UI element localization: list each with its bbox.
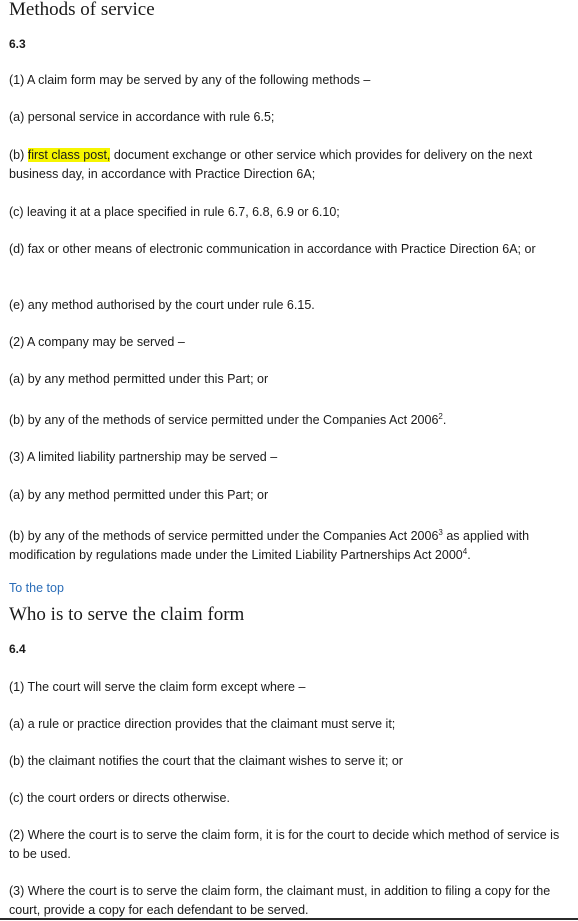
paragraph-end: . bbox=[467, 548, 471, 562]
footnote-ref-4: 4 bbox=[462, 546, 468, 556]
paragraph-6-4-1: (1) The court will serve the claim form except where – bbox=[9, 680, 306, 694]
paragraph-prefix: (b) bbox=[9, 148, 28, 162]
paragraph-text: (b) by any of the methods of service permitted under the Companies Act 2006 bbox=[9, 529, 439, 543]
footnote-ref-3: 3 bbox=[438, 527, 443, 537]
paragraph-6-4-1-a: (a) a rule or practice direction provides that the claimant must serve it; bbox=[9, 717, 396, 731]
paragraph-6-4-1-b: (b) the claimant notifies the court that the claimant wishes to serve it; or bbox=[9, 754, 403, 768]
paragraph-6-3-3-b bbox=[9, 527, 569, 565]
to-the-top-link[interactable]: To the top bbox=[9, 581, 64, 595]
paragraph-6-3-2-b bbox=[9, 411, 569, 430]
section-heading-methods-of-service: Methods of service bbox=[9, 0, 155, 20]
paragraph-text: (b) by any of the methods of service permitted under the Companies Act 2006 bbox=[9, 413, 439, 427]
section-heading-who-is-to-serve: Who is to serve the claim form bbox=[9, 604, 245, 625]
rule-number-6-4: 6.4 bbox=[9, 642, 26, 656]
paragraph-6-4-1-c: (c) the court orders or directs otherwise. bbox=[9, 791, 230, 805]
paragraph-6-3-1: (1) A claim form may be served by any of the following methods – bbox=[9, 73, 371, 87]
paragraph-text: as applied with modification by regulations made under the Limited Liability Partnerships Act 2000 bbox=[9, 529, 530, 562]
paragraph-6-3-1-e: (e) any method authorised by the court under rule 6.15. bbox=[9, 298, 315, 312]
paragraph-6-3-1-d: (d) fax or other means of electronic communication in accordance with Practice Direction 6A; or bbox=[9, 242, 536, 256]
paragraph-6-4-3: (3) Where the court is to serve the claim form, the claimant must, in addition to filing a copy for the court, provide a copy for each defendant to be served. bbox=[9, 884, 551, 917]
bottom-divider bbox=[0, 918, 578, 920]
paragraph-6-3-2-a: (a) by any method permitted under this Part; or bbox=[9, 372, 269, 386]
paragraph-6-3-2: (2) A company may be served – bbox=[9, 335, 185, 349]
paragraph-6-3-3: (3) A limited liability partnership may be served – bbox=[9, 450, 278, 464]
paragraph-6-3-1-c: (c) leaving it at a place specified in rule 6.7, 6.8, 6.9 or 6.10; bbox=[9, 205, 340, 219]
paragraph-6-3-3-a: (a) by any method permitted under this Part; or bbox=[9, 488, 269, 502]
paragraph-6-3-1-a: (a) personal service in accordance with rule 6.5; bbox=[9, 110, 275, 124]
footnote-ref-2: 2 bbox=[438, 411, 443, 421]
paragraph-text: document exchange or other service which provides for delivery on the next business day, in accordance with Practice Direction 6A; bbox=[9, 148, 533, 181]
paragraph-end: . bbox=[442, 413, 447, 427]
rule-number-6-3: 6.3 bbox=[9, 37, 26, 51]
paragraph-6-4-2: (2) Where the court is to serve the claim form, it is for the court to decide which method of service is to be used. bbox=[9, 828, 560, 861]
paragraph-6-3-1-b bbox=[9, 146, 569, 184]
highlighted-text: first class post, bbox=[27, 148, 111, 162]
